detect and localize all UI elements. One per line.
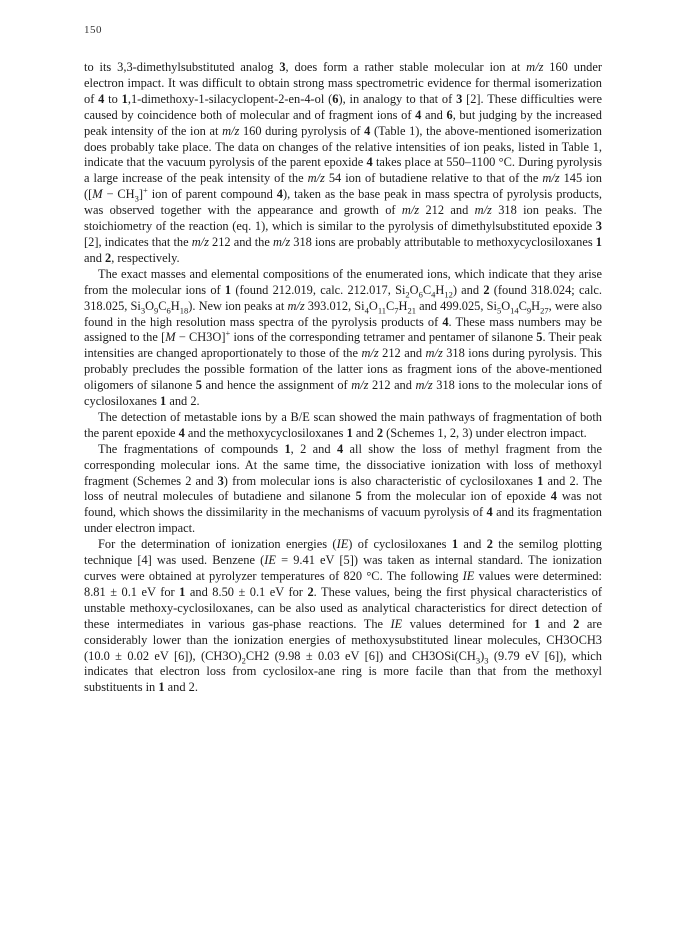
paragraph-3: The detection of metastable ions by a B/E scan showed the main pathways of fragmentation of both the parent epoxide 4 and the methoxycyclosiloxanes 1 and 2 (Schemes 1, 2, 3) under electron impact. [84,409,602,440]
paragraph-2: The exact masses and elemental compositions of the enumerated ions, which indicate that they arise from the molecular ions of 1 (found 212.019, calc. 212.017, $Si_2O_6C_4H_{12}$) and 2 (found 318.024; calc. 318.025, $Si_3O_9C_6H_{18}$). New ion peaks at m/z 393.012, $Si_4O_{11}C_7H_{21}$ and 499.025, $Si_5O_{14}C_9H_{27}$, were also found in the high resolution mass spectra of the pyrolysis products of 4. These mass numbers may be assigned to the [M − CH3O]+ ions of the corresponding tetramer and pentamer of silanone 5. Their peak intensities are changed aproportionately to those of the m/z 212 and m/z 318 ions during pyrolysis. This probably precludes the possible formation of the latter ions as fragment ions of the above-mentioned oligomers of silanone 5 and hence the assignment of m/z 212 and m/z 318 ions to the molecular ions of cyclosiloxanes 1 and 2. [84,266,602,409]
paragraph-4: The fragmentations of compounds 1, 2 and 4 all show the loss of methyl fragment from the corresponding molecular ions. At the same time, the dissociative ionization with loss of methoxyl fragment (Schemes 2 and 3) from molecular ions is also characteristic of cyclosiloxanes 1 and 2. The loss of neutral molecules of butadiene and silanone 5 from the molecular ion of epoxide 4 was not found, which shows the dissimilarity in the mechanisms of vacuum pyrolysis of 4 and its fragmentation under electron impact. [84,441,602,536]
paragraph-1: to its 3,3-dimethylsubstituted analog 3, does form a rather stable molecular ion at m/z 160 under electron impact. It was difficult to obtain strong mass spectrometric evidence for thermal isomerization of 4 to 1,1-dimethoxy-1-silacyclopent-2-en-4-ol (6), in analogy to that of 3 [2]. These difficulties were caused by coincidence both of molecular and of fragment ions of 4 and 6, but judging by the increased peak intensity of the ion at m/z 160 during pyrolysis of 4 (Table 1), the above-mentioned isomerization does probably take place. The data on changes of the relative intensities of ion peaks, listed in Table 1, indicate that the vacuum pyrolysis of the parent epoxide 4 takes place at 550–1100 °C. During pyrolysis a large increase of the peak intensity of the m/z 54 ion of butadiene relative to that of the m/z 145 ion ($[M - CH_3]^+$ ion of parent compound 4), taken as the base peak in mass spectra of pyrolysis products, was observed together with the appearance and growth of m/z 212 and m/z 318 ion peaks. The stoichiometry of the reaction (eq. 1), which is similar to the pyrolysis of dimethylsubstituted epoxide 3 [2], indicates that the m/z 212 and the m/z 318 ions are probably attributable to methoxycyclosiloxanes 1 and 2, respectively. [84,60,603,265]
article-body [84,60,602,696]
paragraph-5: For the determination of ionization energies (IE) of cyclosiloxanes 1 and 2 the semilog plotting technique [4] was used. Benzene (IE = 9.41 eV [5]) was taken as internal standard. The ionization curves were obtained at pyrolyzer temperatures of 820 °C. The following IE values were determined: 8.81 ± 0.1 eV for 1 and 8.50 ± 0.1 eV for 2. These values, being the first physical characteristics of unstable methoxy-cyclosiloxanes, can be also used as analytical characteristics for direct detection of these intermediates in various gas-phase reactions. The IE values determined for 1 and 2 are considerably lower than the ionization energies of methoxysubstituted linear molecules, CH3OCH3 (10.0 ± 0.02 eV [6]), $(CH3O)_2CH2$ (9.98 ± 0.03 eV [6]) and $CH3OSi(CH_3)_3$ (9.79 eV [6]), which indicates that electron loss from cyclosilox-ane ring is more facile than that from the methoxyl substituents in 1 and 2. [84,537,603,695]
page-number: 150 [84,24,102,36]
